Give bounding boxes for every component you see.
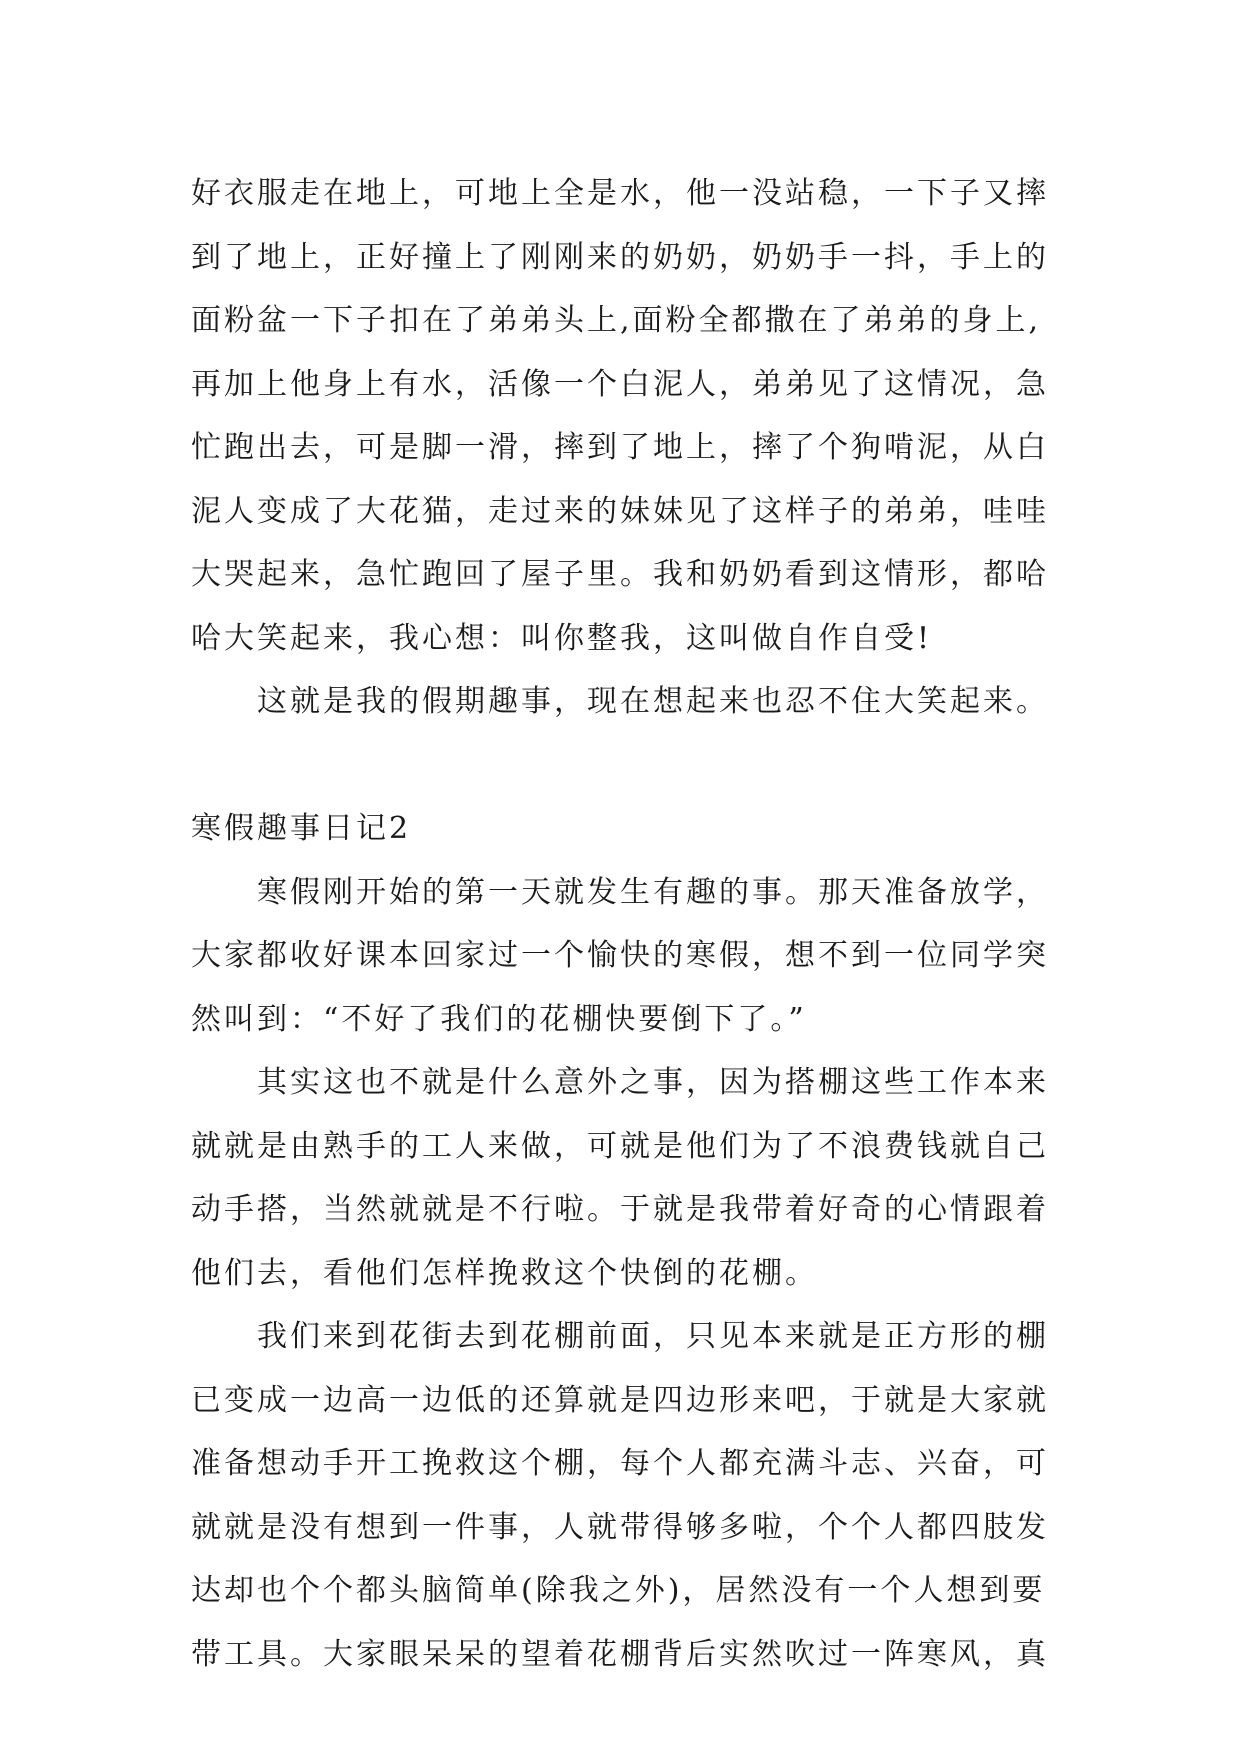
paragraph-2-line: 动手搭，当然就就是不行啦。于就是我带着好奇的心情跟着 <box>191 1192 1049 1227</box>
paragraph-3-line: 我们来到花街去到花棚前面，只见本来就是正方形的棚 <box>257 1319 1049 1354</box>
paragraph-3-line: 已变成一边高一边低的还算就是四边形来吧，于就是大家就 <box>191 1382 1049 1418</box>
text-line: 再加上他身上有水，活像一个白泥人，弟弟见了这情况，急 <box>191 366 1049 402</box>
paragraph-1-line: 寒假刚开始的第一天就发生有趣的事。那天准备放学， <box>257 874 1049 910</box>
paragraph-2-line: 其实这也不就是什么意外之事，因为搭棚这些工作本来 <box>257 1065 1049 1100</box>
text-line: 泥人变成了大花猫，走过来的妹妹见了这样子的弟弟，哇哇 <box>191 493 1049 529</box>
paragraph-1-line: 大家都收好课本回家过一个愉快的寒假，想不到一位同学突 <box>191 938 1049 973</box>
text-line: 面粉盆一下子扣在了弟弟头上,面粉全都撒在了弟弟的身上, <box>191 303 1042 338</box>
text-line: 哈大笑起来，我心想：叫你整我，这叫做自作自受! <box>191 620 933 656</box>
text-line: 大哭起来，急忙跑回了屋子里。我和奶奶看到这情形，都哈 <box>191 557 1049 592</box>
paragraph-2-line: 就就是由熟手的工人来做，可就是他们为了不浪费钱就自己 <box>191 1128 1049 1164</box>
text-line: 好衣服走在地上，可地上全是水，他一没站稳，一下子又摔 <box>191 176 1049 211</box>
paragraph-3-line: 达却也个个都头脑简单(除我之外)，居然没有一个人想到要 <box>191 1573 1046 1608</box>
paragraph-3-line: 带工具。大家眼呆呆的望着花棚背后实然吹过一阵寒风，真 <box>191 1636 1049 1672</box>
paragraph-3-line: 准备想动手开工挽救这个棚，每个人都充满斗志、兴奋，可 <box>191 1446 1049 1481</box>
section-title: 寒假趣事日记2 <box>191 811 412 846</box>
section-gap <box>191 734 1091 798</box>
closing-paragraph: 这就是我的假期趣事，现在想起来也忍不住大笑起来。 <box>257 684 1049 719</box>
text-line: 到了地上，正好撞上了刚刚来的奶奶，奶奶手一抖，手上的 <box>191 239 1049 275</box>
text-line: 忙跑出去，可是脚一滑，摔到了地上，摔了个狗啃泥，从白 <box>191 430 1049 465</box>
document-body <box>191 162 1091 1686</box>
paragraph-1-line: 然叫到：“不好了我们的花棚快要倒下了。” <box>191 1001 807 1037</box>
paragraph-2-line: 他们去，看他们怎样挽救这个快倒的花棚。 <box>191 1255 818 1291</box>
paragraph-3-line: 就就是没有想到一件事，人就带得够多啦，个个人都四肢发 <box>191 1509 1049 1545</box>
